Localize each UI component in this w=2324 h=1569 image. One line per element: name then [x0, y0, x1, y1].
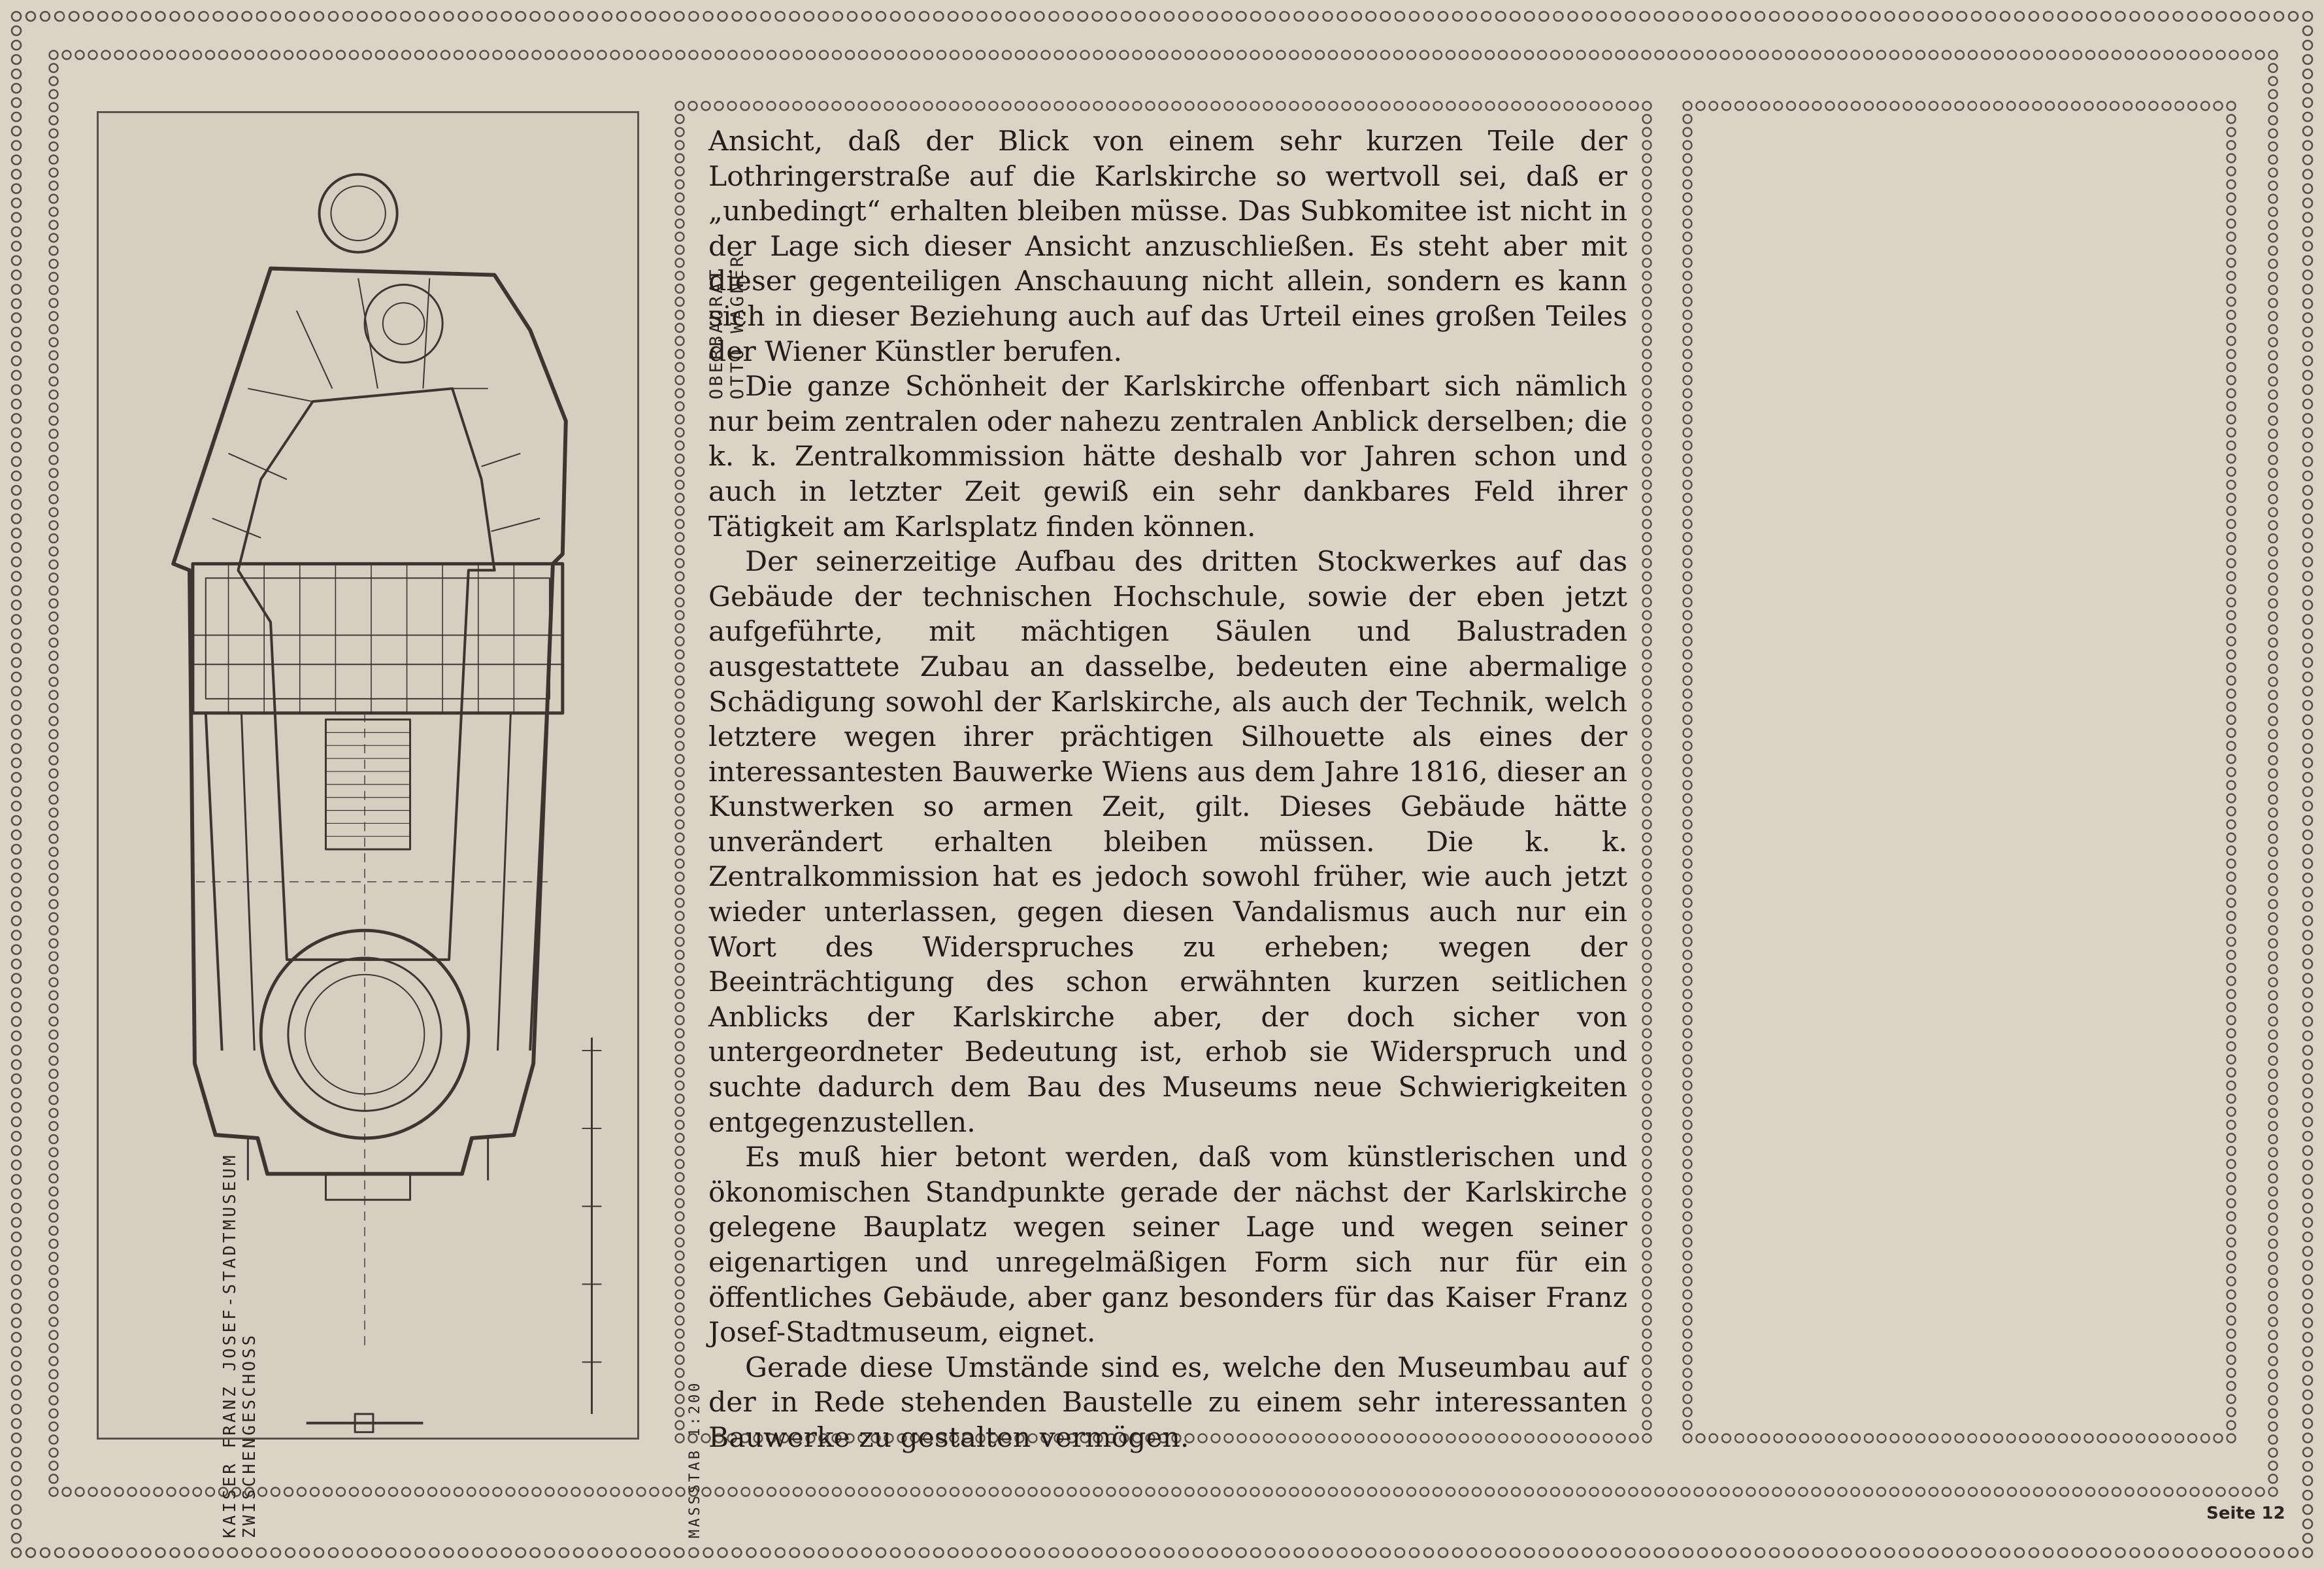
article-text — [708, 124, 1627, 1456]
plan-scale-label: MASSSTAB 1:200 — [687, 1380, 703, 1538]
article-paragraph: Die ganze Schönheit der Karlskirche offenbart sich nämlich nur beim zentralen oder nahezu zentralen Anblick derselben; die k. k. Zentralkommission hätte deshalb vor Jahren schon und auch in letzter Zeit gewiß ein sehr dankbares Feld ihrer Tätigkeit am Karlsplatz finden können. — [708, 371, 1627, 543]
plan-title-line2: ZWISCHENGESCHOSS — [240, 1332, 259, 1538]
plan-title-line1: KAISER FRANZ JOSEF-STADTMUSEUM — [220, 1153, 240, 1538]
article-paragraph: Der seinerzeitige Aufbau des dritten Stockwerkes auf das Gebäude der technischen Hochschule, sowie der eben jetzt aufgeführte, mit mächtigen Säulen und Balustraden ausgestattete Zubau an dasselbe, bedeuten eine abermalige Schädigung sowohl der Karlskirche, als auch der Technik, welch letztere wegen ihrer prächtigen Silhouette als eines der interessantesten Bauwerke Wiens aus dem Jahre 1816, dieser an Kunstwerken so armen Zeit, gilt. Dieses Gebäude hätte unverändert erhalten bleiben müssen. Die k. k. Zentralkommission hat es jedoch sowohl früher, wie auch jetzt wieder unterlassen, gegen diesen Vandalismus auch nur ein Wort des Widerspruches zu erheben; wegen der Beeinträchtigung des schon erwähnten kurzen seitlichen Anblicks der Karlskirche aber, der doch sicher von untergeordneter Bedeutung ist, erhob sie Widerspruch und suchte dadurch dem Bau des Museums neue Schwierigkeiten entgegenzustellen. — [708, 546, 1627, 1139]
floor-plan-panel — [97, 111, 748, 1538]
article-paragraph: Gerade diese Umstände sind es, welche den Museumbau auf der in Rede stehenden Baustelle zu einem sehr interessanten Bauwerke zu gestalten vermögen. — [708, 1351, 1627, 1454]
plan-title — [220, 1153, 259, 1538]
floor-plan-drawing — [99, 113, 637, 1438]
article-paragraph: Es muß hier betont werden, daß vom künstlerischen und ökonomischen Standpunkte gerade der nächst der Karlskirche gelegene Bauplatz wegen seiner Lage und wegen seiner eigenartigen und unregelmäßigen Form sich nur für ein öffentliches Gebäude, aber ganz besonders für das Kaiser Franz Josef-Stadtmuseum, eignet. — [708, 1141, 1627, 1349]
plan-architect-line1: OBERBAURAT — [706, 267, 727, 399]
empty-column-border — [1681, 99, 2238, 1445]
plan-architect-line2: OTTO WAGNER — [727, 254, 748, 399]
article-paragraph: Ansicht, daß der Blick von einem sehr kurzen Teile der Lothringerstraße auf die Karlskirche so wertvoll sei, daß er „unbedingt“ erhalten bleiben müsse. Das Subkomitee ist nicht in der Lage sich dieser Ansicht anzuschließen. Es steht aber mit dieser gegenteiligen Anschauung nicht allein, sondern es kann sich in dieser Beziehung auch auf das Urteil eines großen Teiles der Wiener Künstler berufen. — [708, 126, 1627, 368]
page-number: Seite 12 — [2206, 1504, 2285, 1523]
